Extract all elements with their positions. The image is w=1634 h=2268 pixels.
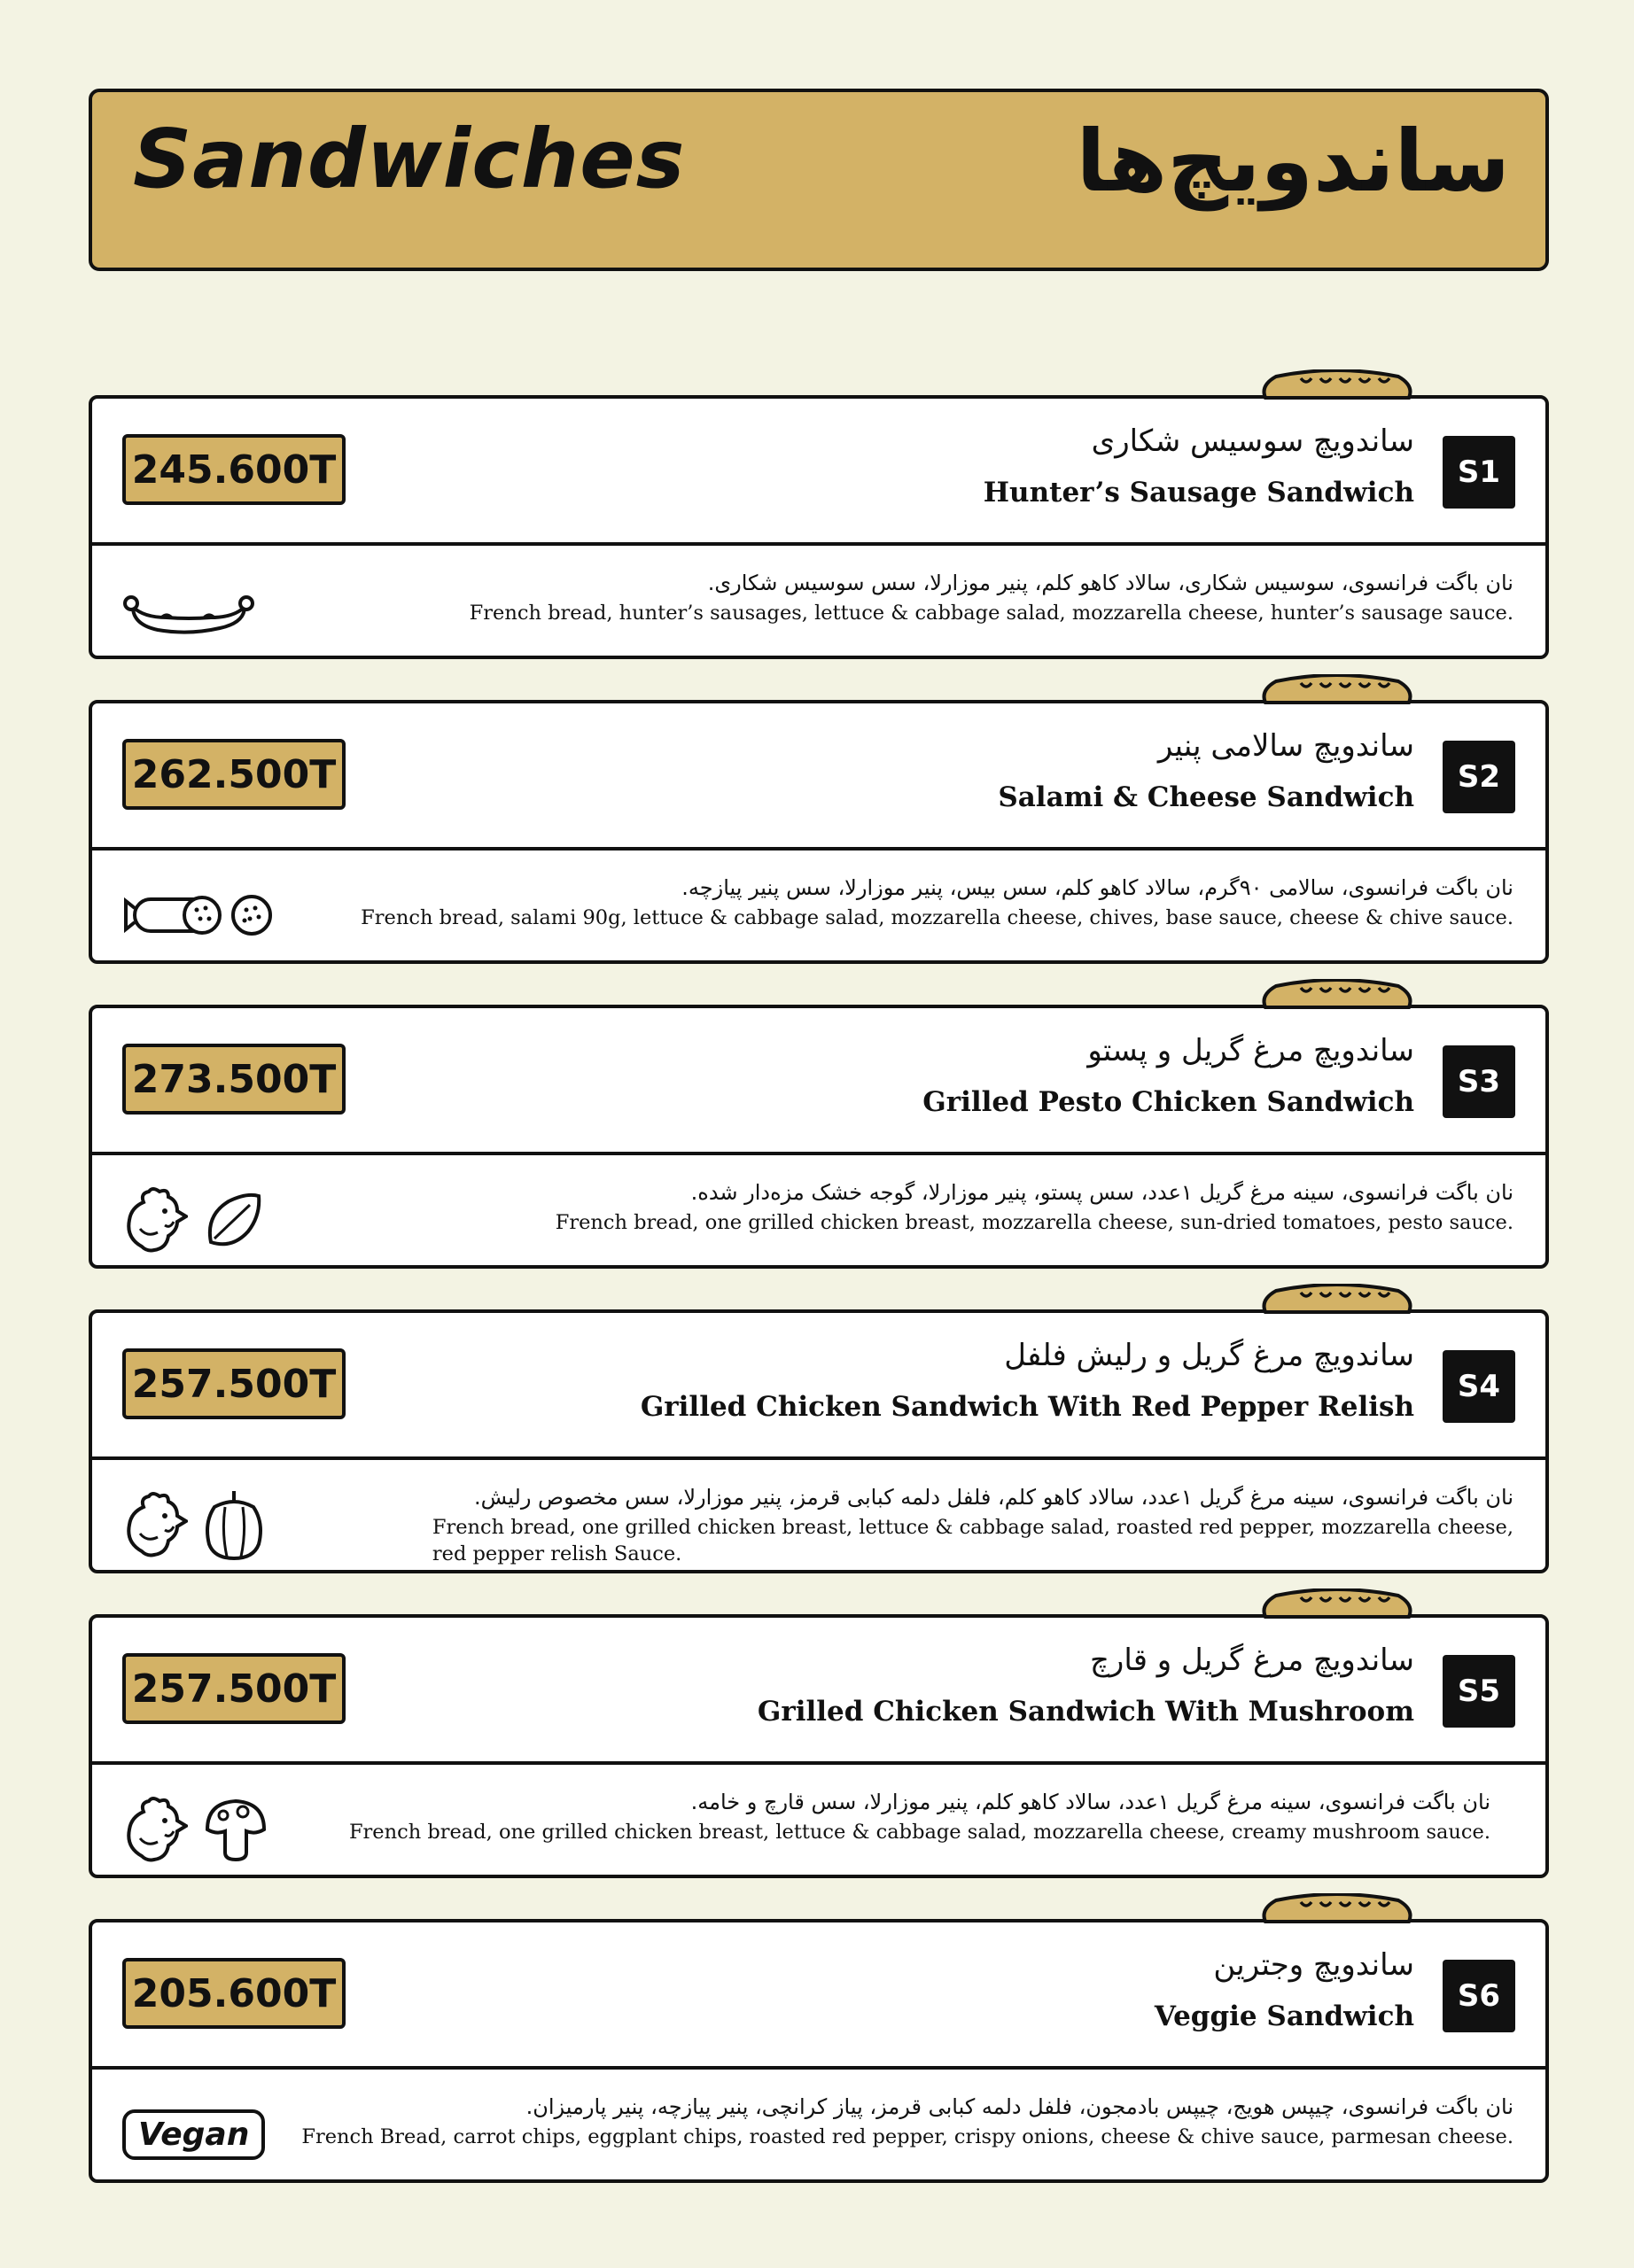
mushroom-icon — [202, 1796, 269, 1863]
price-tag: 257.500T — [122, 1348, 346, 1419]
price-tag: 262.500T — [122, 739, 346, 810]
item-header — [92, 399, 1545, 546]
description-fa: نان باگت فرانسوی، سوسیس شکاری، سالاد کاهو کلم، پنیر موزارلا، سس سوسیس شکاری. — [707, 571, 1513, 595]
item-icons — [122, 2096, 265, 2172]
price-tag: 205.600T — [122, 1958, 346, 2029]
item-name-en: Grilled Chicken Sandwich With Red Pepper Relish — [640, 1391, 1414, 1423]
bread-icon — [1257, 979, 1416, 1009]
item-icons — [122, 1487, 266, 1563]
menu-item-s1 — [89, 395, 1549, 659]
pepper-icon — [202, 1487, 266, 1562]
item-code: S4 — [1443, 1350, 1515, 1423]
menu-item-s3 — [89, 1005, 1549, 1269]
bread-icon — [1257, 1284, 1416, 1314]
description-en: French bread, hunter’s sausages, lettuce & cabbage salad, mozzarella cheese, hunter’s sausage sauce. — [469, 602, 1513, 625]
item-description — [349, 1786, 1490, 1846]
description-en: French Bread, carrot chips, eggplant chips, roasted red pepper, crispy onions, cheese & chive sauce, parmesan cheese. — [301, 2125, 1513, 2148]
item-description — [432, 1481, 1513, 1566]
item-name-en: Grilled Pesto Chicken Sandwich — [922, 1086, 1414, 1118]
item-description — [470, 567, 1513, 627]
description-en-line2: red pepper relish Sauce. — [432, 1542, 682, 1565]
item-name-fa: ساندویچ مرغ گریل و پستو — [1087, 1033, 1414, 1068]
item-name-fa: ساندویچ سالامی پنیر — [1157, 728, 1414, 764]
item-name-fa: ساندویچ وجترین — [1213, 1947, 1414, 1983]
description-en: French bread, one grilled chicken breast, mozzarella cheese, sun-dried tomatoes, pesto sauce. — [555, 1211, 1513, 1234]
leaf-icon — [202, 1189, 264, 1251]
item-code: S2 — [1443, 741, 1515, 813]
chicken-icon — [122, 1184, 188, 1255]
menu-item-s2 — [89, 700, 1549, 964]
item-name-en: Grilled Chicken Sandwich With Mushroom — [757, 1696, 1414, 1728]
price-tag: 257.500T — [122, 1653, 346, 1724]
item-name-en: Veggie Sandwich — [1154, 2000, 1414, 2032]
bread-icon — [1257, 369, 1416, 400]
price-tag: 273.500T — [122, 1044, 346, 1115]
bread-icon — [1257, 1588, 1416, 1619]
item-description — [556, 1177, 1513, 1237]
description-en: French bread, one grilled chicken breast, lettuce & cabbage salad, mozzarella cheese, creamy mushroom sauce. — [348, 1821, 1490, 1844]
description-fa: نان باگت فرانسوی، سینه مرغ گریل ۱عدد، سالاد کاهو کلم، فلفل دلمه کبابی قرمز، پنیر موزارلا، سس مخصوص رلیش. — [474, 1485, 1513, 1510]
description-fa: نان باگت فرانسوی، سینه مرغ گریل ۱عدد، سس پستو، پنیر موزارلا، گوجه خشک مزه‌دار شده. — [690, 1180, 1513, 1205]
chicken-icon — [122, 1489, 188, 1560]
item-code: S6 — [1443, 1960, 1515, 2032]
item-name-en: Hunter’s Sausage Sandwich — [983, 477, 1414, 509]
item-header — [92, 1922, 1545, 2070]
sausage-icon — [122, 584, 255, 637]
item-code: S1 — [1443, 436, 1515, 509]
item-description — [301, 2091, 1513, 2151]
item-header — [92, 1618, 1545, 1765]
item-name-fa: ساندویچ مرغ گریل و قارچ — [1089, 1643, 1414, 1678]
menu-header — [89, 89, 1549, 271]
salami-icon — [122, 889, 273, 942]
item-header — [92, 703, 1545, 850]
description-en: French bread, salami 90g, lettuce & cabbage salad, mozzarella cheese, chives, base sauce, cheese & chive sauce. — [361, 906, 1513, 929]
menu-item-s6 — [89, 1919, 1549, 2183]
item-code: S3 — [1443, 1045, 1515, 1118]
price-tag: 245.600T — [122, 434, 346, 505]
description-en: French bread, one grilled chicken breast, lettuce & cabbage salad, roasted red pepper, mozzarella cheese, — [432, 1516, 1513, 1539]
bread-icon — [1257, 674, 1416, 704]
description-fa: نان باگت فرانسوی، سالامی ۹۰گرم، سالاد کاهو کلم، سس بیس، پنیر موزارلا، سس پنیر پیازچه. — [681, 875, 1513, 900]
menu-item-s5 — [89, 1614, 1549, 1878]
item-description — [361, 872, 1513, 932]
description-fa: نان باگت فرانسوی، چیپس هویج، چیپس بادمجون، فلفل دلمه کبابی قرمز، پیاز کرانچی، پنیر پیازچه، پنیر پارمیزان. — [525, 2094, 1513, 2119]
bread-icon — [1257, 1893, 1416, 1923]
item-name-fa: ساندویچ سوسیس شکاری — [1091, 423, 1414, 459]
item-icons — [122, 1182, 264, 1258]
header-title-fa: ساندویچ‌ها — [1076, 112, 1510, 211]
vegan-badge: Vegan — [122, 2109, 265, 2160]
item-code: S5 — [1443, 1655, 1515, 1728]
header-title-en: Sandwiches — [133, 112, 686, 206]
menu-item-s4 — [89, 1309, 1549, 1573]
item-name-fa: ساندویچ مرغ گریل و رلیش فلفل — [1004, 1338, 1414, 1373]
description-fa: نان باگت فرانسوی، سینه مرغ گریل ۱عدد، سالاد کاهو کلم، پنیر موزارلا، سس قارچ و خامه. — [690, 1790, 1490, 1814]
item-name-en: Salami & Cheese Sandwich — [998, 781, 1414, 813]
chicken-icon — [122, 1794, 188, 1865]
item-header — [92, 1008, 1545, 1155]
item-header — [92, 1313, 1545, 1460]
item-icons — [122, 572, 255, 649]
item-icons — [122, 1791, 269, 1868]
item-icons — [122, 877, 273, 953]
